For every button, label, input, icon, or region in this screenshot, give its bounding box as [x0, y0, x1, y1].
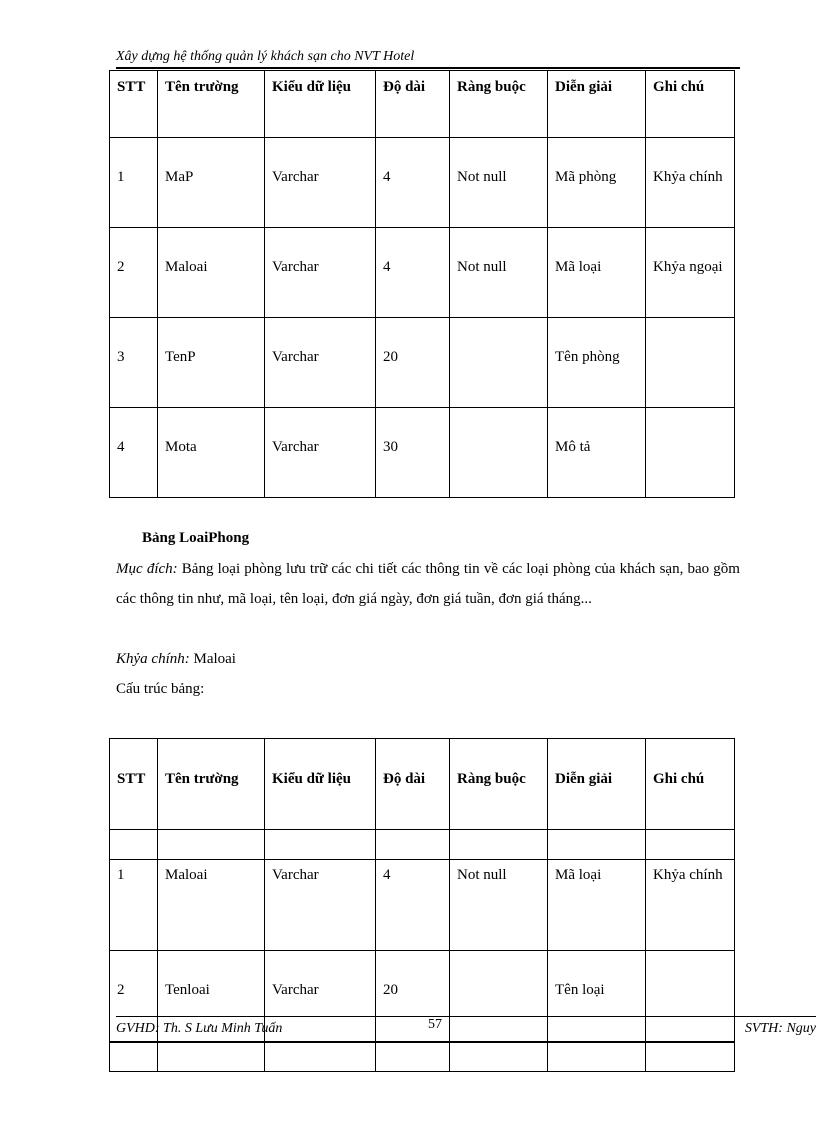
table-row — [110, 138, 735, 228]
table-row — [110, 228, 735, 318]
table-cell: 4 — [376, 138, 450, 228]
table-cell: 20 — [376, 318, 450, 408]
table-header-row — [110, 739, 735, 830]
footer-student: SVTH: Nguy — [744, 1021, 816, 1036]
table-cell: Tên phòng — [548, 318, 646, 408]
table-cell: 30 — [376, 408, 450, 498]
footer-advisor: GVHD: Th. S Lưu Minh Tuấn — [116, 1021, 283, 1036]
page-header — [116, 48, 740, 69]
empty-row — [110, 1042, 735, 1072]
table-cell: 1 — [110, 138, 158, 228]
table-cell: 4 — [110, 408, 158, 498]
table-cell: 4 — [376, 860, 450, 951]
page-number: 57 — [428, 1017, 442, 1032]
table-row — [110, 860, 735, 951]
table-cell — [646, 318, 735, 408]
table-cell: Varchar — [265, 138, 376, 228]
table-row — [110, 318, 735, 408]
table-cell: TenP — [158, 318, 265, 408]
table-cell: 3 — [110, 318, 158, 408]
table-cell — [450, 408, 548, 498]
table-cell: Khỷa chính — [646, 860, 735, 951]
table-cell: Maloai — [158, 860, 265, 951]
purpose-label: Mục đích: — [116, 561, 178, 577]
primary-key-label: Khỷa chính: — [116, 651, 190, 667]
empty-row — [110, 830, 735, 860]
table-cell: 20 — [376, 951, 450, 1042]
purpose-paragraph — [116, 554, 740, 614]
table-cell — [646, 408, 735, 498]
table-cell: Varchar — [265, 228, 376, 318]
column-header: Ghi chú — [646, 71, 735, 138]
table-cell: Not null — [450, 860, 548, 951]
table-cell: Mota — [158, 408, 265, 498]
table-cell: Mã loại — [548, 860, 646, 951]
table-cell: Tenloai — [158, 951, 265, 1042]
table-cell: 4 — [376, 228, 450, 318]
table-cell: Varchar — [265, 951, 376, 1042]
table-cell: Varchar — [265, 860, 376, 951]
column-header: Ràng buộc — [450, 71, 548, 138]
table-cell: Mô tả — [548, 408, 646, 498]
column-header: Ghi chú — [646, 739, 735, 830]
column-header: Diễn giải — [548, 71, 646, 138]
table-cell: Not null — [450, 228, 548, 318]
table-cell: 1 — [110, 860, 158, 951]
page-footer — [116, 1016, 816, 1041]
table-cell — [450, 318, 548, 408]
header-title: Xây dựng hệ thống quản lý khách sạn cho NVT Hotel — [116, 49, 415, 64]
column-header: Diễn giải — [548, 739, 646, 830]
table-cell: Mã phòng — [548, 138, 646, 228]
rooms-table — [109, 70, 735, 498]
primary-key-value: Maloai — [189, 651, 236, 667]
column-header: STT — [110, 739, 158, 830]
table-cell: Not null — [450, 138, 548, 228]
table-row — [110, 408, 735, 498]
column-header: Kiểu dữ liệu — [265, 739, 376, 830]
structure-label: Cấu trúc bảng: — [116, 681, 205, 697]
purpose-text: Bảng loại phòng lưu trữ các chi tiết các thông tin về các loại phòng của khách sạn, bao gồm các thông tin như, mã loại, tên loại, đơn giá ngày, đơn giá tuần, đơn giá tháng... — [116, 561, 740, 607]
column-header: Độ dài — [376, 739, 450, 830]
table-cell: Khỷa chính — [646, 138, 735, 228]
column-header: STT — [110, 71, 158, 138]
column-header: Độ dài — [376, 71, 450, 138]
column-header: Ràng buộc — [450, 739, 548, 830]
table-cell: Tên loại — [548, 951, 646, 1042]
column-header: Tên trường — [158, 739, 265, 830]
section-title: Bảng LoaiPhong — [142, 530, 250, 546]
column-header: Tên trường — [158, 71, 265, 138]
table-cell: Varchar — [265, 318, 376, 408]
primary-key-line — [116, 644, 740, 674]
table-cell: Mã loại — [548, 228, 646, 318]
table-cell: Maloai — [158, 228, 265, 318]
table-cell: MaP — [158, 138, 265, 228]
table-header-row — [110, 71, 735, 138]
column-header: Kiểu dữ liệu — [265, 71, 376, 138]
table-cell: 2 — [110, 228, 158, 318]
table-cell: Khỷa ngoại — [646, 228, 735, 318]
table-cell: Varchar — [265, 408, 376, 498]
table-cell: 2 — [110, 951, 158, 1042]
